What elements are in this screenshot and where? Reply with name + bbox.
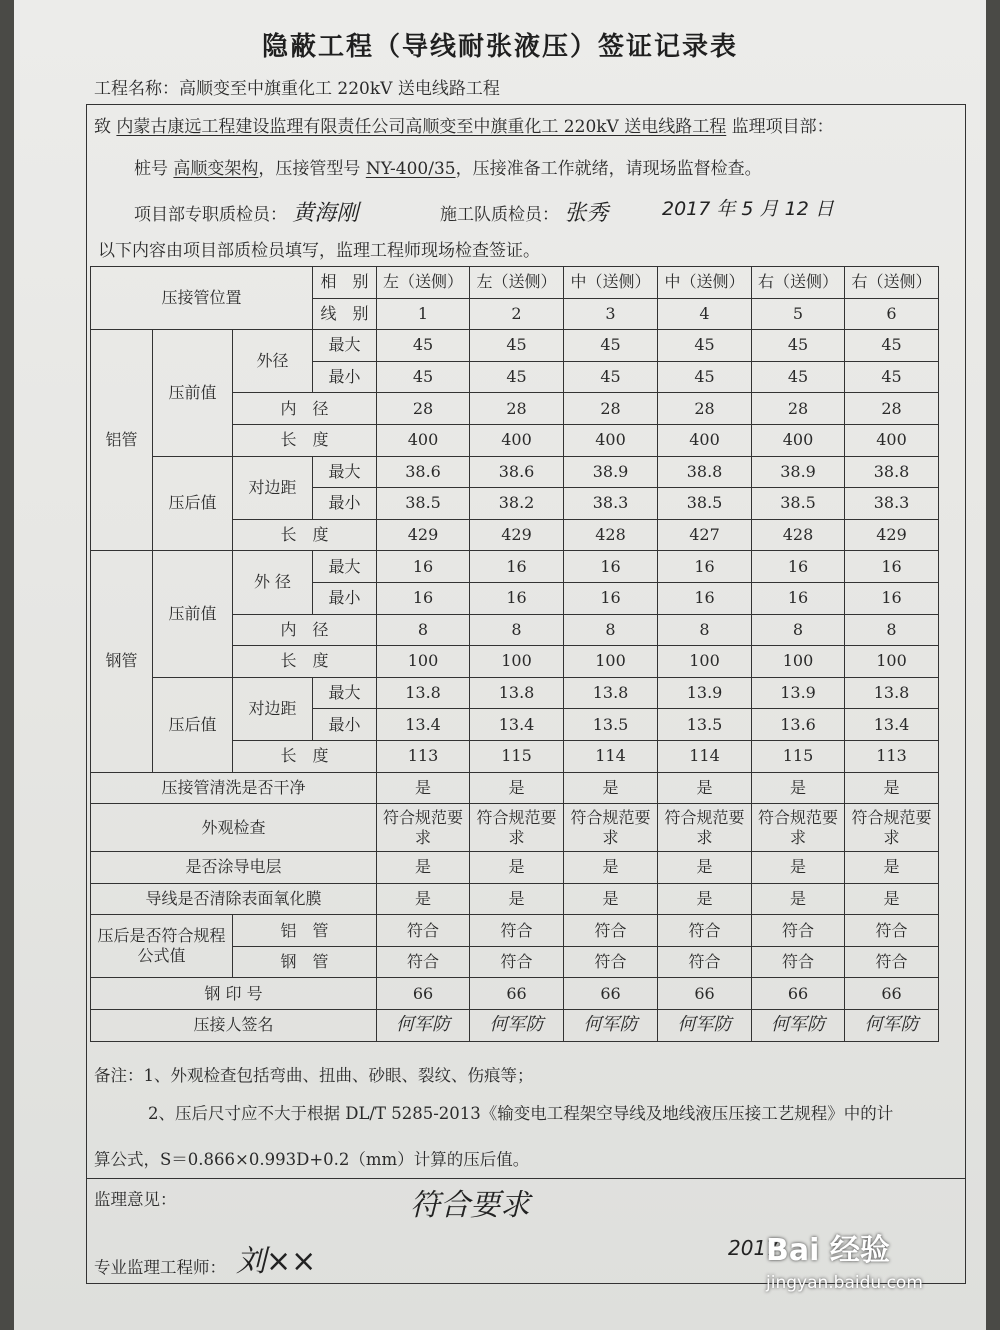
value-cell: 是: [658, 852, 752, 884]
value-cell: 是: [845, 883, 939, 915]
baidu-watermark: [766, 1225, 923, 1293]
wire-cell: 6: [845, 298, 939, 330]
signature-cell: 何军防: [470, 1010, 564, 1042]
al-pipe-label: 铝管: [91, 330, 153, 551]
table-row: [91, 883, 939, 915]
table-row: [91, 978, 939, 1010]
value-cell: 66: [377, 978, 470, 1010]
phase-cell: 右（送侧）: [752, 267, 845, 299]
value-cell: 45: [377, 361, 470, 393]
value-cell: 113: [377, 740, 470, 772]
value-cell: 38.3: [564, 488, 658, 520]
dept-inspector-signature: 黄海刚: [292, 201, 359, 226]
value-cell: 100: [377, 646, 470, 678]
max-label: 最大: [313, 677, 377, 709]
value-cell: 8: [377, 614, 470, 646]
position-label: 压接管位置: [91, 267, 313, 330]
table-row: [91, 804, 939, 852]
value-cell: 100: [470, 646, 564, 678]
value-cell: 符合规范要求: [752, 804, 845, 852]
wire-cell: 4: [658, 298, 752, 330]
value-cell: 45: [752, 361, 845, 393]
value-cell: 113: [845, 740, 939, 772]
signature-cell: 何军防: [564, 1010, 658, 1042]
outer-diameter-label: 外 径: [233, 551, 313, 614]
min-label: 最小: [313, 582, 377, 614]
value-cell: 428: [564, 519, 658, 551]
value-cell: 符合规范要求: [470, 804, 564, 852]
appearance-label: 外观检查: [91, 804, 377, 852]
value-cell: 13.8: [470, 677, 564, 709]
value-cell: 符合: [470, 946, 564, 978]
value-cell: 66: [564, 978, 658, 1010]
value-cell: 114: [564, 740, 658, 772]
value-cell: 100: [658, 646, 752, 678]
value-cell: 400: [377, 424, 470, 456]
value-cell: 16: [752, 551, 845, 583]
phase-label: 相 别: [313, 267, 377, 299]
pile-label: 桩号: [134, 159, 168, 179]
after-label: 压后值: [153, 456, 233, 551]
dept-inspector: [134, 196, 358, 227]
min-label: 最小: [313, 361, 377, 393]
value-cell: 115: [752, 740, 845, 772]
stamp-label: 钢 印 号: [91, 978, 377, 1010]
value-cell: 427: [658, 519, 752, 551]
phase-cell: 中（送侧）: [658, 267, 752, 299]
note-2: 2、压后尺寸应不大于根据 DL/T 5285-2013《输变电工程架空导线及地线液压压接工艺规程》中的计: [148, 1104, 894, 1123]
dept-inspector-label: 项目部专职质检员：: [134, 205, 287, 225]
value-cell: 是: [377, 852, 470, 884]
team-inspector: [440, 196, 608, 227]
value-cell: 是: [564, 852, 658, 884]
value-cell: 13.5: [564, 709, 658, 741]
supervision-date: 2017: [728, 1236, 779, 1260]
value-cell: 16: [752, 582, 845, 614]
value-cell: 符合: [564, 946, 658, 978]
max-label: 最大: [313, 456, 377, 488]
form-title: 隐蔽工程（导线耐张液压）签证记录表: [261, 32, 738, 62]
pile-value: 高顺变架构: [173, 159, 259, 179]
before-label: 压前值: [153, 330, 233, 456]
coating-label: 是否涂导电层: [91, 852, 377, 884]
table-row: [91, 456, 939, 488]
value-cell: 45: [564, 361, 658, 393]
engineer-label: 专业监理工程师：: [94, 1258, 226, 1277]
value-cell: 16: [845, 582, 939, 614]
table-row: [91, 677, 939, 709]
value-cell: 是: [658, 772, 752, 804]
phase-cell: 左（送侧）: [377, 267, 470, 299]
value-cell: 16: [845, 551, 939, 583]
model-label: ，压接管型号: [258, 159, 361, 179]
value-cell: 28: [564, 393, 658, 425]
record-table: [90, 266, 939, 1042]
value-cell: 13.8: [564, 677, 658, 709]
value-cell: 45: [658, 330, 752, 362]
pile-line: [134, 154, 762, 179]
value-cell: 是: [658, 883, 752, 915]
value-cell: 8: [752, 614, 845, 646]
table-row: [91, 915, 939, 947]
value-cell: 符合: [470, 915, 564, 947]
value-cell: 38.8: [845, 456, 939, 488]
addressee-line: [94, 112, 834, 137]
value-cell: 符合: [845, 946, 939, 978]
table-row: [91, 330, 939, 362]
value-cell: 45: [845, 361, 939, 393]
after-label: 压后值: [153, 677, 233, 772]
value-cell: 38.9: [564, 456, 658, 488]
value-cell: 28: [845, 393, 939, 425]
note-1: 备注：1、外观检查包括弯曲、扭曲、砂眼、裂纹、伤痕等；: [94, 1066, 534, 1085]
pile-tail: ，压接准备工作就绪，请现场监督检查。: [455, 159, 762, 179]
value-cell: 16: [470, 582, 564, 614]
value-cell: 38.3: [845, 488, 939, 520]
max-label: 最大: [313, 551, 377, 583]
value-cell: 400: [845, 424, 939, 456]
max-label: 最大: [313, 330, 377, 362]
outer-diameter-label: 外径: [233, 330, 313, 393]
signature-cell: 何军防: [752, 1010, 845, 1042]
min-label: 最小: [313, 488, 377, 520]
phase-cell: 右（送侧）: [845, 267, 939, 299]
addressee-suffix: 监理项目部：: [731, 117, 834, 137]
value-cell: 符合规范要求: [658, 804, 752, 852]
value-cell: 13.5: [658, 709, 752, 741]
instruction-text: 以下内容由项目部质检员填写，监理工程师现场检查签证。: [98, 241, 540, 261]
value-cell: 是: [470, 883, 564, 915]
value-cell: 400: [752, 424, 845, 456]
value-cell: 38.8: [658, 456, 752, 488]
value-cell: 符合: [564, 915, 658, 947]
inner-diameter-label: 内 径: [233, 614, 377, 646]
value-cell: 是: [564, 883, 658, 915]
value-cell: 66: [845, 978, 939, 1010]
value-cell: 8: [470, 614, 564, 646]
watermark-brand: Bai 经验: [766, 1233, 890, 1268]
formula-steel-label: 钢 管: [233, 946, 377, 978]
phase-cell: 左（送侧）: [470, 267, 564, 299]
value-cell: 是: [752, 883, 845, 915]
value-cell: 8: [564, 614, 658, 646]
watermark-url: jingyan.baidu.com: [766, 1273, 923, 1293]
inspection-date: 2017 年 5 月 12 日: [662, 198, 834, 220]
value-cell: 是: [470, 852, 564, 884]
value-cell: 16: [564, 582, 658, 614]
value-cell: 符合: [752, 946, 845, 978]
wire-cell: 5: [752, 298, 845, 330]
value-cell: 符合: [377, 946, 470, 978]
value-cell: 115: [470, 740, 564, 772]
value-cell: 45: [658, 361, 752, 393]
addressee-prefix: 致: [94, 117, 111, 137]
value-cell: 66: [752, 978, 845, 1010]
value-cell: 是: [377, 883, 470, 915]
value-cell: 13.6: [752, 709, 845, 741]
model-value: NY-400/35: [365, 159, 456, 179]
table-row: [91, 1010, 939, 1042]
value-cell: 13.4: [470, 709, 564, 741]
value-cell: 45: [845, 330, 939, 362]
value-cell: 38.2: [470, 488, 564, 520]
value-cell: 是: [470, 772, 564, 804]
value-cell: 45: [470, 330, 564, 362]
value-cell: 符合规范要求: [845, 804, 939, 852]
clean-label: 压接管清洗是否干净: [91, 772, 377, 804]
value-cell: 45: [377, 330, 470, 362]
value-cell: 符合: [658, 946, 752, 978]
length-label: 长 度: [233, 740, 377, 772]
signature-cell: 何军防: [377, 1010, 470, 1042]
value-cell: 13.9: [658, 677, 752, 709]
value-cell: 是: [377, 772, 470, 804]
value-cell: 38.6: [470, 456, 564, 488]
value-cell: 429: [845, 519, 939, 551]
value-cell: 符合规范要求: [377, 804, 470, 852]
wire-cell: 2: [470, 298, 564, 330]
formula-al-label: 铝 管: [233, 915, 377, 947]
value-cell: 400: [658, 424, 752, 456]
value-cell: 8: [658, 614, 752, 646]
value-cell: 428: [752, 519, 845, 551]
value-cell: 66: [470, 978, 564, 1010]
length-label: 长 度: [233, 424, 377, 456]
wire-cell: 3: [564, 298, 658, 330]
value-cell: 28: [752, 393, 845, 425]
team-inspector-label: 施工队质检员：: [440, 205, 559, 225]
table-row: [91, 772, 939, 804]
formula-label: 压后是否符合规程公式值: [91, 915, 233, 978]
project-name: 工程名称：高顺变至中旗重化工 220kV 送电线路工程: [94, 79, 500, 99]
min-label: 最小: [313, 709, 377, 741]
value-cell: 13.8: [377, 677, 470, 709]
value-cell: 28: [377, 393, 470, 425]
value-cell: 是: [845, 852, 939, 884]
value-cell: 38.6: [377, 456, 470, 488]
flat-distance-label: 对边距: [233, 456, 313, 519]
opinion-signature: 符合要求: [410, 1188, 530, 1223]
value-cell: 38.5: [377, 488, 470, 520]
phase-cell: 中（送侧）: [564, 267, 658, 299]
length-label: 长 度: [233, 646, 377, 678]
team-inspector-signature: 张秀: [564, 201, 609, 226]
value-cell: 13.8: [845, 677, 939, 709]
value-cell: 8: [845, 614, 939, 646]
value-cell: 符合规范要求: [564, 804, 658, 852]
before-label: 压前值: [153, 551, 233, 677]
value-cell: 16: [658, 551, 752, 583]
value-cell: 16: [564, 551, 658, 583]
value-cell: 400: [564, 424, 658, 456]
value-cell: 是: [845, 772, 939, 804]
value-cell: 66: [658, 978, 752, 1010]
value-cell: 13.9: [752, 677, 845, 709]
value-cell: 符合: [845, 915, 939, 947]
value-cell: 28: [470, 393, 564, 425]
value-cell: 13.4: [377, 709, 470, 741]
value-cell: 429: [470, 519, 564, 551]
value-cell: 114: [658, 740, 752, 772]
value-cell: 16: [377, 582, 470, 614]
value-cell: 符合: [752, 915, 845, 947]
signer-label: 压接人签名: [91, 1010, 377, 1042]
value-cell: 429: [377, 519, 470, 551]
opinion-label: 监理意见：: [94, 1190, 177, 1209]
value-cell: 100: [845, 646, 939, 678]
wire-label: 线 别: [313, 298, 377, 330]
value-cell: 38.5: [752, 488, 845, 520]
flat-distance-label: 对边距: [233, 677, 313, 740]
value-cell: 28: [658, 393, 752, 425]
table-row: [91, 267, 939, 299]
value-cell: 16: [658, 582, 752, 614]
length-label: 长 度: [233, 519, 377, 551]
value-cell: 45: [564, 330, 658, 362]
steel-pipe-label: 钢管: [91, 551, 153, 772]
value-cell: 是: [564, 772, 658, 804]
value-cell: 16: [470, 551, 564, 583]
signature-cell: 何军防: [658, 1010, 752, 1042]
inner-diameter-label: 内 径: [233, 393, 377, 425]
wire-cell: 1: [377, 298, 470, 330]
value-cell: 38.5: [658, 488, 752, 520]
oxide-label: 导线是否清除表面氧化膜: [91, 883, 377, 915]
value-cell: 100: [564, 646, 658, 678]
value-cell: 38.9: [752, 456, 845, 488]
addressee-org: 内蒙古康远工程建设监理有限责任公司高顺变至中旗重化工 220kV 送电线路工程: [116, 117, 727, 137]
value-cell: 是: [752, 852, 845, 884]
value-cell: 符合: [377, 915, 470, 947]
value-cell: 45: [470, 361, 564, 393]
signature-cell: 何军防: [845, 1010, 939, 1042]
table-row: [91, 551, 939, 583]
table-row: [91, 852, 939, 884]
engineer-signature: 刘××: [236, 1244, 317, 1279]
divider: [86, 1178, 966, 1179]
value-cell: 是: [752, 772, 845, 804]
value-cell: 16: [377, 551, 470, 583]
value-cell: 13.4: [845, 709, 939, 741]
value-cell: 400: [470, 424, 564, 456]
value-cell: 符合: [658, 915, 752, 947]
value-cell: 45: [752, 330, 845, 362]
value-cell: 100: [752, 646, 845, 678]
note-3: 算公式，S＝0.866×0.993D+0.2（mm）计算的压后值。: [94, 1150, 530, 1169]
